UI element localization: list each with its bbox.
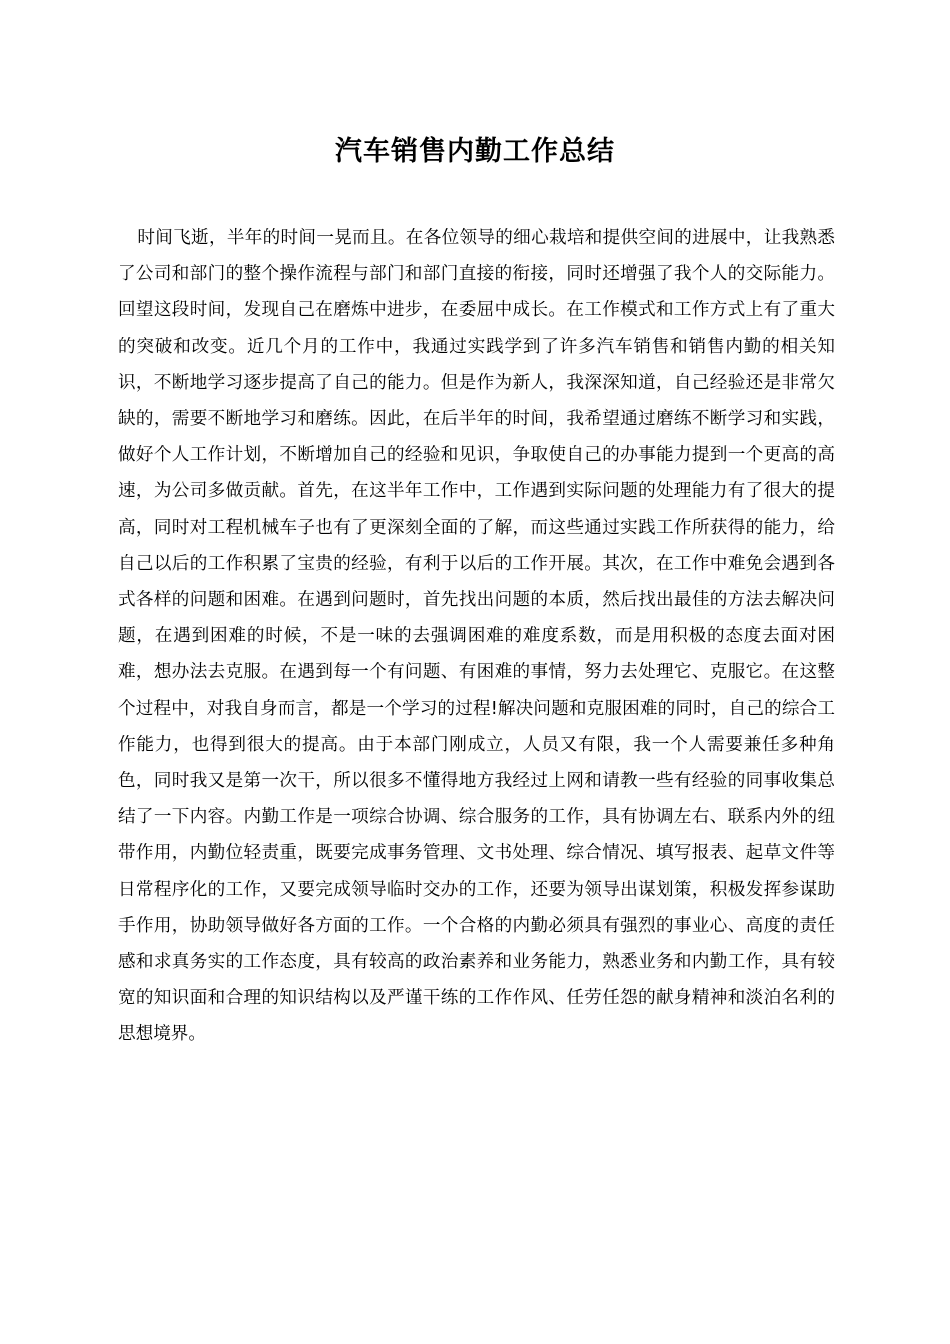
document-title: 汽车销售内勤工作总结 — [335, 136, 615, 167]
body-paragraph: 时间飞逝，半年的时间一晃而且。在各位领导的细心栽培和提供空间的进展中，让我熟悉了公司和部门的整个操作流程与部门和部门直接的衔接，同时还增强了我个人的交际能力。回望这段时间，发现自己在磨炼中进步，在委屈中成长。在工作模式和工作方式上有了重大的突破和改变。近几个月的工作中，我通过实践学到了许多汽车销售和销售内勤的相关知识，不断地学习逐步提高了自己的能力。但是作为新人，我深深知道，自己经验还是非常欠缺的，需要不断地学习和磨练。因此，在后半年的时间，我希望通过磨练不断学习和实践，做好个人工作计划，不断增加自己的经验和见识，争取使自己的办事能力提到一个更高的高速，为公司多做贡献。首先，在这半年工作中，工作遇到实际问题的处理能力有了很大的提高，同时对工程机械车子也有了更深刻全面的了解，而这些通过实践工作所获得的能力，给自己以后的工作积累了宝贵的经验，有利于以后的工作开展。其次，在工作中难免会遇到各式各样的问题和困难。在遇到问题时，首先找出问题的本质，然后找出最佳的方法去解决问题，在遇到困难的时候，不是一味的去强调困难的难度系数，而是用积极的态度去面对困难，想办法去克服。在遇到每一个有问题、有困难的事情，努力去处理它、克服它。在这整个过程中，对我自身而言，都是一个学习的过程!解决问题和克服困难的同时，自己的综合工作能力，也得到很大的提高。由于本部门刚成立，人员又有限，我一个人需要兼任多种角色，同时我又是第一次干，所以很多不懂得地方我经过上网和请教一些有经验的同事收集总结了一下内容。内勤工作是一项综合协调、综合服务的工作，具有协调左右、联系内外的纽带作用，内勤位轻责重，既要完成事务管理、文书处理、综合情况、填写报表、起草文件等日常程序化的工作，又要完成领导临时交办的工作，还要为领导出谋划策，积极发挥参谋助手作用，协助领导做好各方面的工作。一个合格的内勤必须具有强烈的事业心、高度的责任感和求真务实的工作态度，具有较高的政治素养和业务能力，熟悉业务和内勤工作，具有较宽的知识面和合理的知识结构以及严谨干练的工作作风、任劳任怨的献身精神和淡泊名利的思想境界。 — [118, 228, 835, 1045]
document-body — [118, 220, 835, 1053]
